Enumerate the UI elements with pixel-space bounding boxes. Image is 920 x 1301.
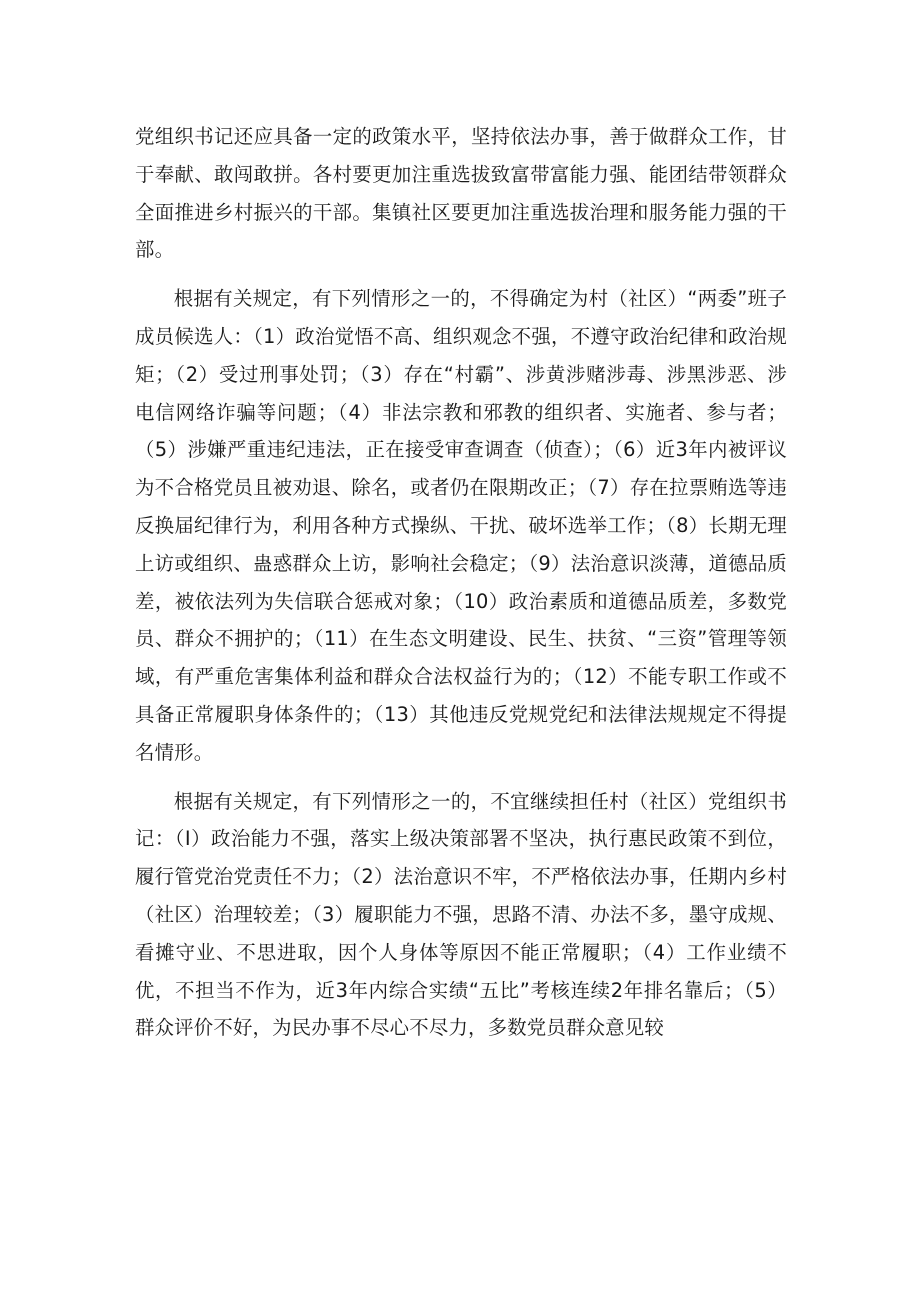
paragraph-3: 根据有关规定，有下列情形之一的，不宜继续担任村（社区）党组织书记：（I）政治能力不强，落实上级决策部署不坚决，执行惠民政策不到位，履行管党治党责任不力；（2）法治意识不牢，不严格依法办事，任期内乡村（社区）治理较差；（3）履职能力不强，思路不清、办法不多，墨守成规、看摊守业、不思进取，因个人身体等原因不能正常履职；（4）工作业绩不优，不担当不作为，近3年内综合实绩“五比”考核连续2年排名靠后；（5）群众评价不好，为民办事不尽心不尽力，多数党员群众意见较 <box>135 789 787 1040</box>
paragraph-2: 根据有关规定，有下列情形之一的，不得确定为村（社区）“两委”班子成员候选人：（1）政治觉悟不高、组织观念不强，不遵守政治纪律和政治规矩；（2）受过刑事处罚；（3）存在“村霸”、涉黄涉赌涉毒、涉黑涉恶、涉电信网络诈骗等问题；（4）非法宗教和邪教的组织者、实施者、参与者；（5）涉嫌严重违纪违法，正在接受审查调查（侦查）；（6）近3年内被评议为不合格党员且被劝退、除名，或者仍在限期改正；（7）存在拉票贿选等违反换届纪律行为，利用各种方式操纵、干扰、破坏选举工作；（8）长期无理上访或组织、蛊惑群众上访，影响社会稳定；（9）法治意识淡薄，道德品质差，被依法列为失信联合惩戒对象；（10）政治素质和道德品质差，多数党员、群众不拥护的；（11）在生态文明建设、民生、扶贫、“三资”管理等领域，有严重危害集体利益和群众合法权益行为的；（12）不能专职工作或不具备正常履职身体条件的；（13）其他违反党规党纪和法律法规规定不得提名情形。 <box>135 287 787 764</box>
paragraph-1: 党组织书记还应具备一定的政策水平，坚持依法办事，善于做群众工作，甘于奉献、敢闯敢拼。各村要更加注重选拔致富带富能力强、能团结带领群众全面推进乡村振兴的干部。集镇社区要更加注重选拔治理和服务能力强的干部。 <box>135 125 787 262</box>
body-text <box>135 118 787 1058</box>
